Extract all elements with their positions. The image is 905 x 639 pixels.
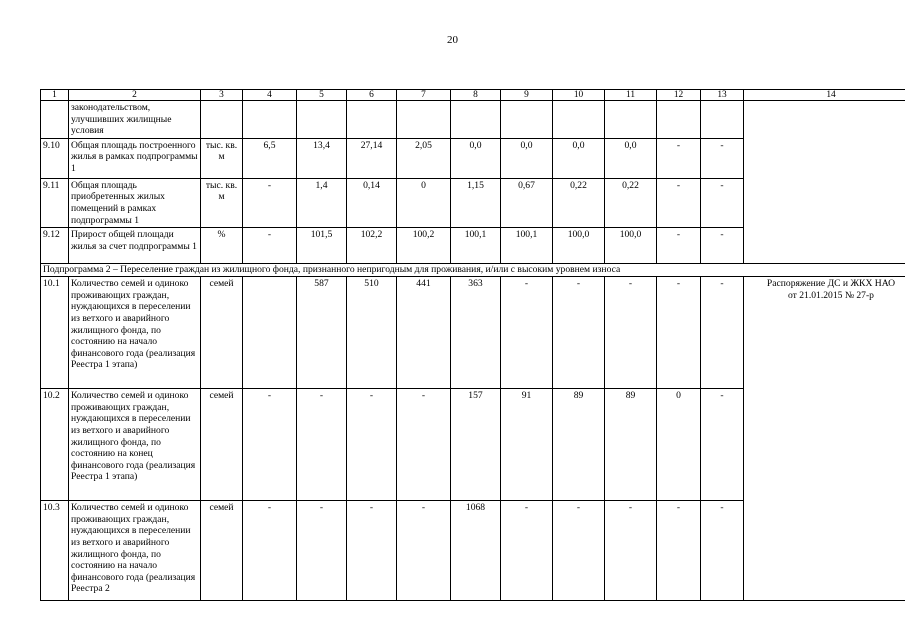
table-cell <box>201 101 243 139</box>
table-row <box>41 277 905 389</box>
table-cell <box>41 101 69 139</box>
value-cell: - <box>243 178 297 227</box>
row-unit: тыс. кв. м <box>201 178 243 227</box>
table-cell <box>243 101 297 139</box>
value-cell: - <box>243 501 297 601</box>
row-unit: семей <box>201 277 243 389</box>
value-cell: 0 <box>657 389 701 501</box>
value-cell: 0,22 <box>605 178 657 227</box>
row-unit: % <box>201 228 243 264</box>
value-cell: 101,5 <box>297 228 347 264</box>
value-cell: 1,15 <box>451 178 501 227</box>
value-cell: - <box>657 228 701 264</box>
value-cell: 100,2 <box>397 228 451 264</box>
value-cell: 0,67 <box>501 178 553 227</box>
value-cell: 1068 <box>451 501 501 601</box>
header-cell: 11 <box>605 90 657 101</box>
value-cell: - <box>243 389 297 501</box>
table-cell <box>744 101 905 264</box>
header-row <box>41 90 905 101</box>
header-cell: 2 <box>69 90 201 101</box>
value-cell: 441 <box>397 277 451 389</box>
value-cell: 100,0 <box>553 228 605 264</box>
table-cell <box>397 101 451 139</box>
value-cell: 0,14 <box>347 178 397 227</box>
header-cell: 3 <box>201 90 243 101</box>
continuation-row <box>41 101 905 139</box>
header-cell: 13 <box>701 90 744 101</box>
row-description: Количество семей и одиноко проживающих граждан, нуждающихся в переселении из ветхого и аварийного жилищного фонда, по состоянию на начало финансового года (реализация Реестра 1 этапа) <box>69 277 201 389</box>
row-description: Количество семей и одиноко проживающих граждан, нуждающихся в переселении из ветхого и аварийного жилищного фонда, по состоянию на начало финансового года (реализация Реестра 2 <box>69 501 201 601</box>
value-cell: 100,1 <box>451 228 501 264</box>
value-cell: 27,14 <box>347 138 397 178</box>
row-number: 10.2 <box>41 389 69 501</box>
row-number: 10.1 <box>41 277 69 389</box>
indicators-table <box>40 89 905 601</box>
header-cell: 5 <box>297 90 347 101</box>
table-cell <box>605 101 657 139</box>
value-cell: - <box>701 389 744 501</box>
value-cell: 89 <box>553 389 605 501</box>
value-cell: - <box>701 228 744 264</box>
value-cell: 363 <box>451 277 501 389</box>
table-cell <box>657 101 701 139</box>
header-cell: 1 <box>41 90 69 101</box>
value-cell: - <box>501 501 553 601</box>
value-cell: 100,0 <box>605 228 657 264</box>
value-cell: - <box>553 277 605 389</box>
value-cell: - <box>701 501 744 601</box>
value-cell: 157 <box>451 389 501 501</box>
table-cell <box>297 101 347 139</box>
value-cell: 510 <box>347 277 397 389</box>
row-unit: тыс. кв. м <box>201 138 243 178</box>
value-cell: - <box>657 178 701 227</box>
value-cell: 91 <box>501 389 553 501</box>
value-cell: - <box>605 277 657 389</box>
row-description: Количество семей и одиноко проживающих граждан, нуждающихся в переселении из ветхого и аварийного жилищного фонда, по состоянию на конец финансового года (реализация Реестра 1 этапа) <box>69 389 201 501</box>
value-cell: - <box>347 389 397 501</box>
header-cell: 7 <box>397 90 451 101</box>
section-row <box>41 264 905 277</box>
value-cell: - <box>297 501 347 601</box>
value-cell: 6,5 <box>243 138 297 178</box>
value-cell: - <box>657 138 701 178</box>
page-number: 20 <box>447 34 458 46</box>
value-cell: 0,0 <box>451 138 501 178</box>
row-description: Общая площадь приобретенных жилых помещений в рамках подпрограммы 1 <box>69 178 201 227</box>
value-cell: 89 <box>605 389 657 501</box>
row-number: 9.11 <box>41 178 69 227</box>
value-cell: - <box>501 277 553 389</box>
section-title: Подпрограмма 2 – Переселение граждан из жилищного фонда, признанного непригодным для проживания, и/или с высоким уровнем износа <box>41 264 905 277</box>
table-cell <box>451 101 501 139</box>
value-cell <box>243 277 297 389</box>
value-cell: - <box>701 277 744 389</box>
row-number: 10.3 <box>41 501 69 601</box>
value-cell: 0 <box>397 178 451 227</box>
header-cell: 14 <box>744 90 905 101</box>
source-note: Распоряжение ДС и ЖКХ НАО от 21.01.2015 № 27-р <box>744 277 905 601</box>
value-cell: - <box>397 501 451 601</box>
row-unit: семей <box>201 389 243 501</box>
value-cell: 0,0 <box>605 138 657 178</box>
continuation-text: законодательством, улучшивших жилищные условия <box>69 101 201 139</box>
value-cell: - <box>347 501 397 601</box>
table-cell <box>701 101 744 139</box>
header-cell: 8 <box>451 90 501 101</box>
header-cell: 10 <box>553 90 605 101</box>
table-cell <box>553 101 605 139</box>
header-cell: 9 <box>501 90 553 101</box>
row-number: 9.12 <box>41 228 69 264</box>
header-cell: 4 <box>243 90 297 101</box>
row-description: Прирост общей площади жилья за счет подпрограммы 1 <box>69 228 201 264</box>
table-cell <box>501 101 553 139</box>
value-cell: 0,22 <box>553 178 605 227</box>
value-cell: 2,05 <box>397 138 451 178</box>
table-cell <box>347 101 397 139</box>
row-number: 9.10 <box>41 138 69 178</box>
value-cell: - <box>297 389 347 501</box>
value-cell: - <box>397 389 451 501</box>
value-cell: - <box>605 501 657 601</box>
row-description: Общая площадь построенного жилья в рамках подпрограммы 1 <box>69 138 201 178</box>
value-cell: - <box>657 277 701 389</box>
value-cell: - <box>243 228 297 264</box>
value-cell: 102,2 <box>347 228 397 264</box>
header-cell: 12 <box>657 90 701 101</box>
value-cell: - <box>701 178 744 227</box>
header-cell: 6 <box>347 90 397 101</box>
value-cell: 100,1 <box>501 228 553 264</box>
value-cell: 0,0 <box>553 138 605 178</box>
value-cell: 0,0 <box>501 138 553 178</box>
value-cell: - <box>553 501 605 601</box>
value-cell: 587 <box>297 277 347 389</box>
value-cell: 13,4 <box>297 138 347 178</box>
row-unit: семей <box>201 501 243 601</box>
value-cell: - <box>657 501 701 601</box>
value-cell: 1,4 <box>297 178 347 227</box>
value-cell: - <box>701 138 744 178</box>
